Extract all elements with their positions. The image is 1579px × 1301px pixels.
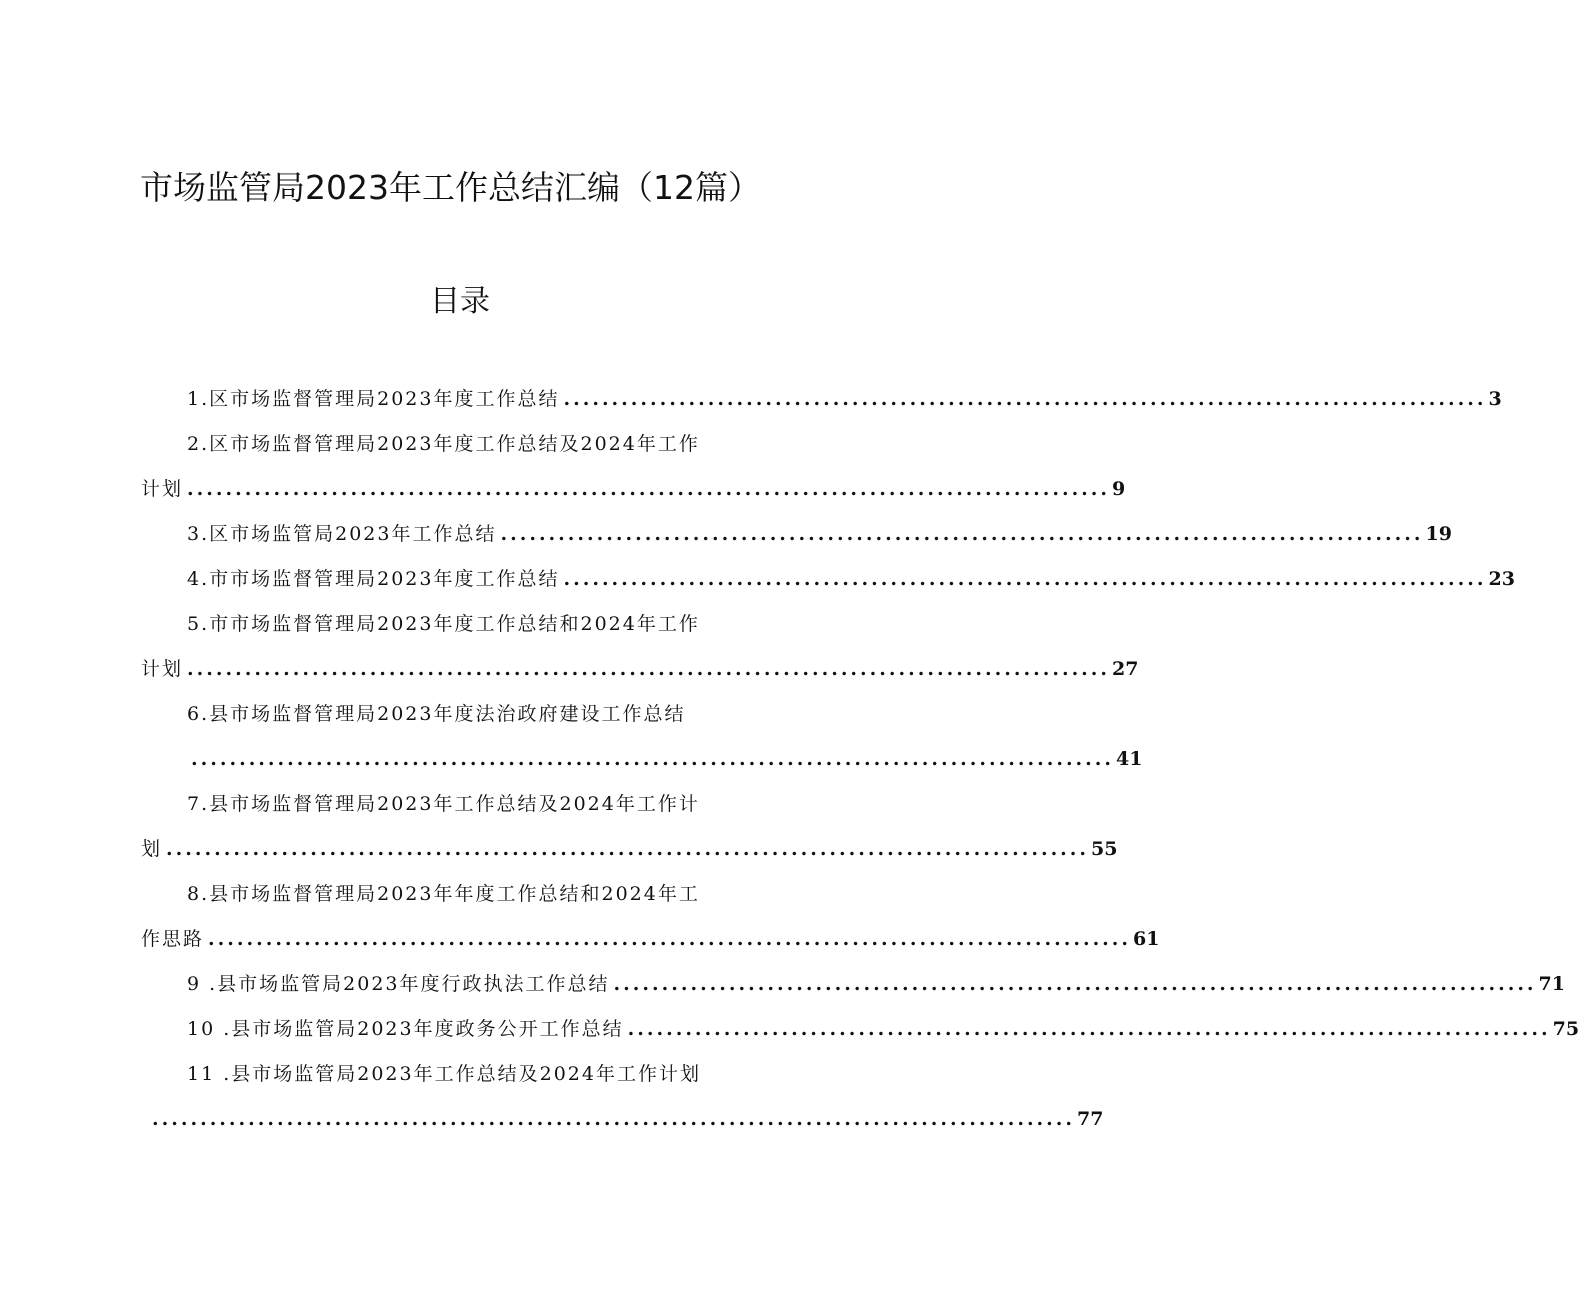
toc-entry-title-continued: 计划: [141, 658, 184, 680]
toc-leader-dots: ................................................................................................: [500, 523, 1424, 545]
toc-entry-title: 4.市市场监督管理局2023年度工作总结: [187, 568, 560, 590]
toc-entry-5-line1[interactable]: [187, 609, 727, 639]
toc-entry-5-line2[interactable]: [141, 654, 1139, 684]
toc-page-number: 55: [1091, 838, 1118, 860]
toc-entry-title: 10 .县市场监管局2023年度政务公开工作总结: [187, 1018, 624, 1040]
toc-entry-11-line2[interactable]: [148, 1104, 1104, 1134]
toc-entry-title: 5.市市场监督管理局2023年度工作总结和2024年工作: [187, 613, 700, 635]
toc-leader-dots: ................................................................................................: [152, 1108, 1076, 1130]
toc-entry-8-line1[interactable]: [187, 879, 727, 909]
toc-leader-dots: ................................................................................................: [208, 928, 1132, 950]
toc-page-number: 27: [1112, 658, 1139, 680]
toc-entry-title: 6.县市场监督管理局2023年度法治政府建设工作总结: [187, 703, 686, 725]
toc-entry-9[interactable]: [187, 969, 1565, 999]
toc-entry-title-continued: 计划: [141, 478, 184, 500]
toc-entry-title: 7.县市场监督管理局2023年工作总结及2024年工作计: [187, 793, 700, 815]
toc-entry-title: 11 .县市场监管局2023年工作总结及2024年工作计划: [187, 1063, 701, 1085]
toc-entry-10[interactable]: [187, 1014, 1579, 1044]
toc-entry-title-continued: 作思路: [141, 928, 205, 950]
toc-entry-6-line1[interactable]: [187, 699, 727, 729]
toc-entry-title: 9 .县市场监管局2023年度行政执法工作总结: [187, 973, 610, 995]
toc-entry-7-line1[interactable]: [187, 789, 727, 819]
toc-entry-7-line2[interactable]: [141, 834, 1118, 864]
toc-leader-dots: ................................................................................................: [613, 973, 1537, 995]
toc-entry-title: 1.区市场监督管理局2023年度工作总结: [187, 388, 560, 410]
toc-entry-3[interactable]: [187, 519, 1452, 549]
toc-page-number: 75: [1552, 1018, 1579, 1040]
toc-entry-11-line1[interactable]: [187, 1059, 727, 1089]
toc-page-number: 19: [1425, 523, 1452, 545]
toc-entry-1[interactable]: [187, 384, 1502, 414]
toc-leader-dots: ................................................................................................: [187, 658, 1111, 680]
toc-page-number: 3: [1488, 388, 1502, 410]
toc-entry-2-line1[interactable]: [187, 429, 727, 459]
toc-leader-dots: ................................................................................................: [191, 748, 1115, 770]
toc-entry-6-line2[interactable]: [187, 744, 1143, 774]
toc-page-number: 41: [1116, 748, 1143, 770]
toc-entry-4[interactable]: [187, 564, 1515, 594]
toc-page-number: 77: [1077, 1108, 1104, 1130]
toc-leader-dots: ................................................................................................: [563, 388, 1487, 410]
toc-leader-dots: ................................................................................................: [166, 838, 1090, 860]
toc-page-number: 9: [1112, 478, 1126, 500]
toc-heading: 目录: [430, 284, 490, 319]
toc-entry-2-line2[interactable]: [141, 474, 1126, 504]
toc-entry-title: 8.县市场监督管理局2023年年度工作总结和2024年工: [187, 883, 700, 905]
toc-leader-dots: ................................................................................................: [187, 478, 1111, 500]
toc-entry-title-continued: 划: [141, 838, 163, 860]
toc-entry-title: 2.区市场监督管理局2023年度工作总结及2024年工作: [187, 433, 700, 455]
toc-page-number: 71: [1538, 973, 1565, 995]
toc-leader-dots: ................................................................................................: [627, 1018, 1551, 1040]
document-title: 市场监管局2023年工作总结汇编（12篇）: [140, 168, 761, 207]
toc-entry-title: 3.区市场监管局2023年工作总结: [187, 523, 497, 545]
toc-page-number: 61: [1133, 928, 1160, 950]
toc-page-number: 23: [1488, 568, 1515, 590]
toc-leader-dots: ................................................................................................: [563, 568, 1487, 590]
toc-entry-8-line2[interactable]: [141, 924, 1160, 954]
